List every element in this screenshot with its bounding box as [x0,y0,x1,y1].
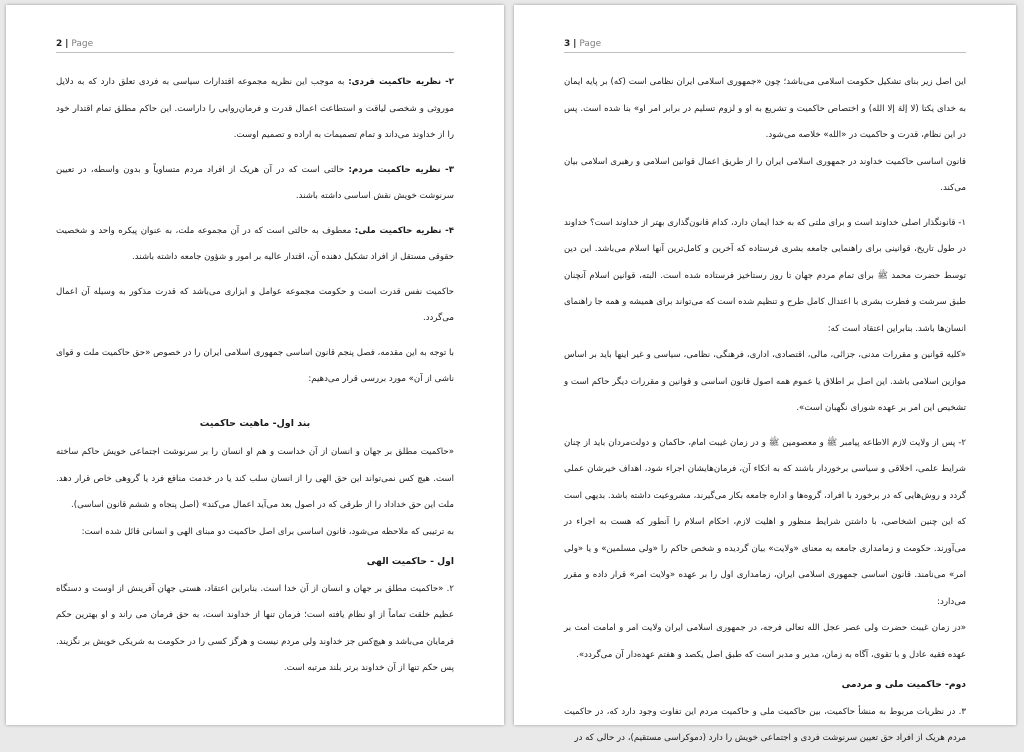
paragraph: «کلیه قوانین و مقررات مدنی، جزائی، مالی، اقتصادی، اداری، فرهنگی، نظامی، سیاسی و غیر اینها باید بر اساس موازین اسلامی باشد. این اصل بر اطلاق یا عموم همه اصول قانون اساسی و قوانین و مقررات دیگر حاکم است و تشخیص این امر بر عهده شورای نگهبان است». [564,350,966,413]
page-label: Page [579,39,602,49]
paragraph-text: حالتی است که در آن هریک از افراد مردم متساویاً و بدون واسطه، در تعیین سرنوشت خویش نقش اساسی داشته باشند. [56,164,454,201]
paragraph-text: معطوف به حالتی است که در آن مجموعه ملت، به عنوان پیکره واحد و شخصیت حقوقی مستقل از افراد تشکیل دهنده آن، اقتدار عالیه بر امور و شؤون جامعه داشته باشند. [56,225,454,262]
paragraph-bold-lead: ۲- نظریه حاکمیت فردی: [348,77,455,87]
paragraph: ۱- قانونگذار اصلی خداوند است و برای ملتی که به خدا ایمان دارد، کدام قانون‌گذاری بهتر از خداوند است؟ خداوند در طول تاریخ، قوانینی برای راهنمایی جامعه بشری فرستاده که آخرین و کامل‌ترین آنها اسلام می‌باشد. این دین توسط حضرت محمد ﷺ برای تمام مردم جهان تا روز رستاخیز فرستاده شده است. البته، قوانین اسلام آنچنان طبق سرشت و فطرت بشری با اعتدال کامل طرح و تنظیم شده است که می‌تواند برای همیشه و همه جا راهنمای انسان‌ها باشد. بنابراین اعتقاد است که: [564,217,966,334]
paragraph: ۲- پس از ولایت لازم الاطاعه پیامبر ﷺ و معصومین ﷺ و در زمان غیبت امام، حاکمان و دولت‌مردان باید از چنان شرایط علمی، اخلاقی و سیاسی برخوردار باشند که به اتکاء آن، فرمان‌هایشان اجراء شود، اهداف خیرشان عملی گردد و روش‌هایی که در برخورد با افراد، گروه‌ها و اداره جامعه بکار می‌گیرند، مشروعیت داشته باشد. بدیهی است که این چنین اشخاصی، با داشتن شرایط منظور و اهلیت لازم، احکام اسلام را آنطور که هست به اجراء در می‌آورند. حکومت و زمامداری جامعه به معنای «ولایت» بیان گردیده و شخص حاکم را «ولی مسلمین» و یا «ولی امر» می‌نامند. قانون اساسی جمهوری اسلامی ایران، زمامداری اول را بر عهده «ولایت امر» قرار داده و مقرر می‌دارد: [563,437,966,607]
paragraph: «حاکمیت مطلق بر جهان و انسان از آن خداست و هم او انسان را بر سرنوشت اجتماعی خویش حاکم ساخته است. هیچ کس نمی‌تواند این حق الهی را از انسان سلب کند یا در خدمت منافع فرد یا گروهی خاص قرار دهد. ملت این حق خداداد را از طرقی که در اصول بعد می‌آید اعمال می‌کند» (اصل پنجاه و ششم قانون اساسی). [56,447,454,510]
paragraph: با توجه به این مقدمه، فصل پنجم قانون اساسی جمهوری اسلامی ایران را در خصوص «حق حاکمیت ملت و قوای ناشی از آن» مورد بررسی قرار می‌دهیم: [55,347,454,384]
paragraph-bold-lead: ۳- نظریه حاکمیت مردم: [348,164,454,175]
section-subheading: دوم- حاکمیت ملی و مردمی [841,679,966,690]
page-separator: | [65,39,69,49]
document-page-3 [514,5,1016,743]
page-body [564,69,966,752]
paragraph: ۲. «حاکمیت مطلق بر جهان و انسان از آن خدا است. بنابراین اعتقاد، هستی جهان آفرینش از اوست و دستگاه عظیم خلقت تماماً از او نظام یافته است؛ فرمان تنها از خداوند است، به حق فرمان می راند و او بهترین حکم فرمایان می‌باشد و هیچ‌کس جز خداوند ولی مردم نیست و هرگز کسی را در حکومت به شریکی خویش بر نگزیند. پس حکم تنها از آن خداوند برتر بلند مرتبه است. [56,583,454,673]
paragraph: قانون اساسی حاکمیت خداوند در جمهوری اسلامی ایران را از طریق اعمال قوانین اسلامی و رهبری اسلامی بیان می‌کند. [564,156,966,193]
page-header [56,38,454,53]
page-separator: | [573,39,577,49]
paragraph [56,69,454,149]
document-page-2 [6,5,504,725]
page-number: 3 [564,39,571,49]
paragraph: «در زمان غیبت حضرت ولی عصر عجل الله تعالی فرجه، در جمهوری اسلامی ایران ولایت امر و امامت امت بر عهده فقیه عادل و با تقوی، آگاه به زمان، مدیر و مدبر است که طبق اصل یکصد و هفتم عهده‌دار آن می‌گردد». [564,623,966,660]
page-number: 2 [56,39,63,49]
paragraph: حاکمیت نفس قدرت است و حکومت مجموعه عوامل و ابزاری می‌باشد که قدرت مذکور به وسیله آن اعمال می‌گردد. [56,286,454,323]
section-subheading: اول - حاکمیت الهی [366,556,454,567]
paragraph: ۳. در نظریات مربوط به منشأ حاکمیت، بین حاکمیت ملی و حاکمیت مردم این تفاوت وجود دارد که، در حاکمیت مردم هریک از افراد حق تعیین سرنوشت فردی و اجتماعی خویش را دارد (دموکراسی مستقیم)، در حالی که در [564,706,966,743]
paragraph-text: به موجب این نظریه مجموعه اقتدارات سیاسی به فردی تعلق دارد که به دلایل موروثی و شخصی لیاقت و استطاعت اعمال قدرت و فرمان‌روایی را داراست. این حاکم مطلق تمام اقتدار خود را از خداوند می‌داند و تمام تصمیمات به اراده و تصمیم اوست. [56,77,454,140]
paragraph [56,157,454,210]
page-label: Page [71,39,94,49]
section-heading: بند اول- ماهیت حاکمیت [199,417,311,429]
paragraph: به ترتیبی که ملاحظه می‌شود، قانون اساسی برای اصل حاکمیت دو مبنای الهی و انسانی قائل شده است: [81,526,454,537]
paragraph-bold-lead: ۴- نظریه حاکمیت ملی: [354,225,455,236]
paragraph: این اصل زیر بنای تشکیل حکومت اسلامی می‌باشد؛ چون «جمهوری اسلامی ایران نظامی است (که) بر پایه ایمان به خدای یکتا (لا إلهَ إلا الله) و اختصاص حاکمیت و تشریع به او و لزوم تسلیم در برابر امر او» بنا شده است. پس در این نظام، قدرت و حاکمیت در «الله» خلاصه می‌شود. [564,77,966,140]
page-body [56,69,454,682]
paragraph [56,218,454,271]
page-header [564,38,966,53]
